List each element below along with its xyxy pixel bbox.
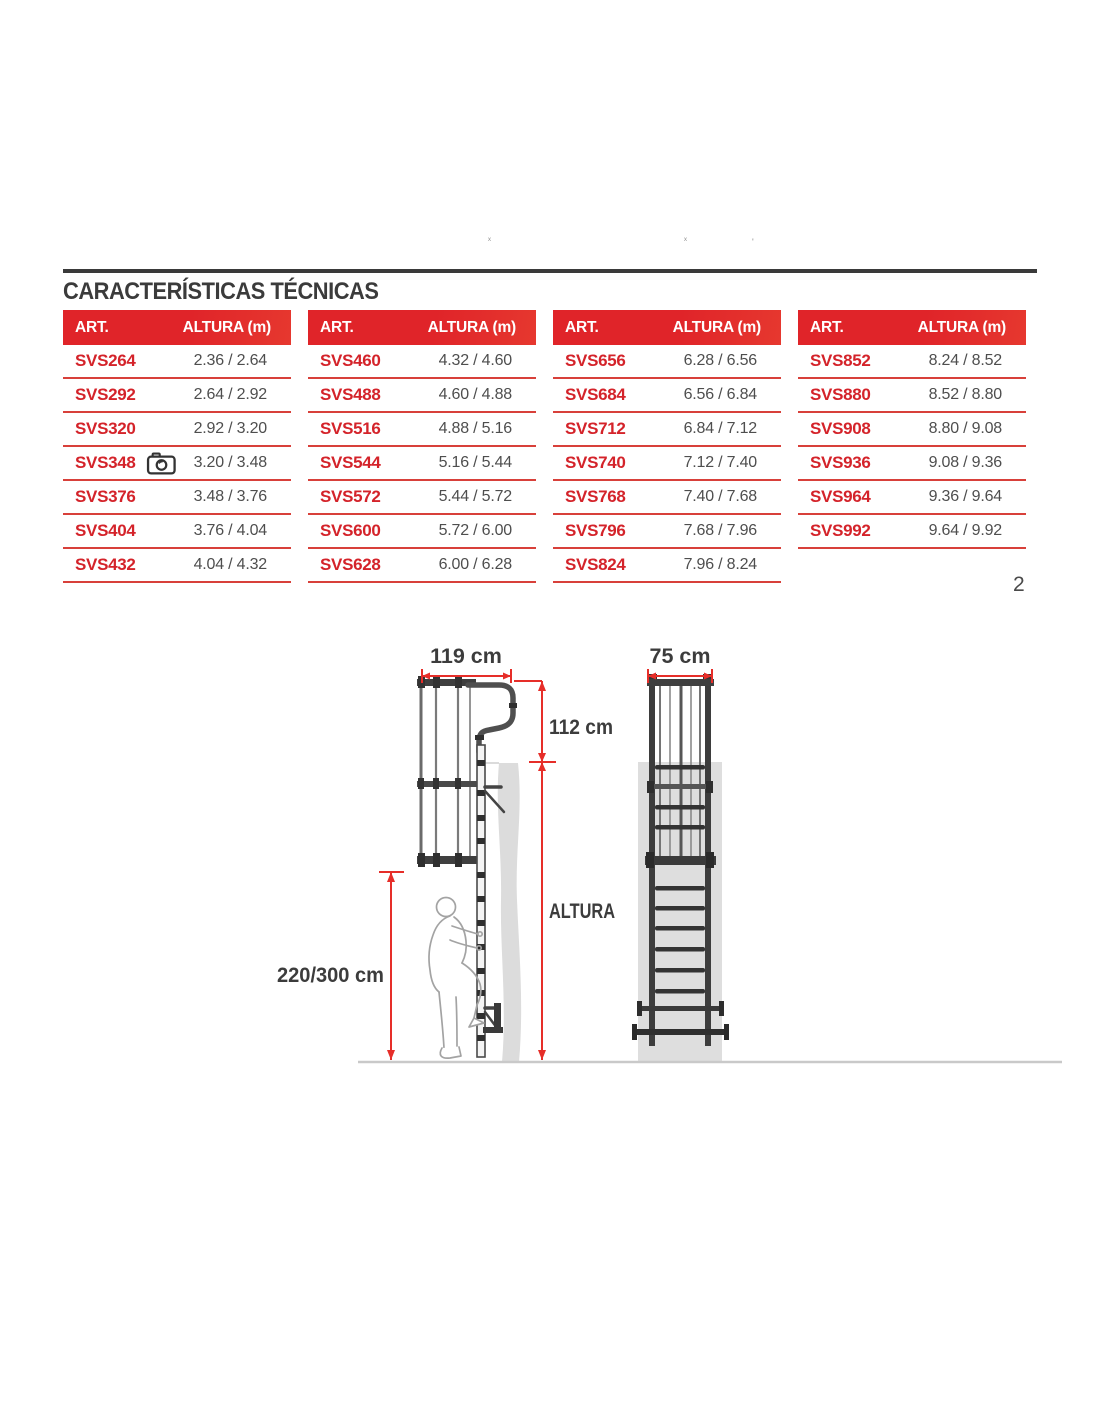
art-cell: SVS880 bbox=[810, 385, 871, 404]
table-row bbox=[308, 481, 536, 515]
table-row bbox=[553, 549, 781, 583]
altura-cell: 3.76 / 4.04 bbox=[193, 522, 267, 539]
table-row bbox=[553, 345, 781, 379]
table-row bbox=[63, 481, 291, 515]
altura-cell: 7.96 / 8.24 bbox=[683, 556, 757, 573]
page-number-fragment: 2 bbox=[1013, 573, 1025, 596]
altura-column-header: ALTURA (m) bbox=[427, 318, 516, 336]
altura-cell: 4.60 / 4.88 bbox=[438, 386, 512, 403]
table-row bbox=[308, 379, 536, 413]
dim-label-altura: ALTURA bbox=[549, 899, 615, 923]
art-cell: SVS992 bbox=[810, 521, 871, 540]
dim-label-119cm: 119 cm bbox=[430, 644, 502, 668]
altura-cell: 5.72 / 6.00 bbox=[438, 522, 512, 539]
art-cell: SVS292 bbox=[75, 385, 136, 404]
table-row bbox=[798, 481, 1026, 515]
table-row bbox=[308, 447, 536, 481]
art-column-header: ART. bbox=[810, 318, 844, 336]
art-cell: SVS768 bbox=[565, 487, 626, 506]
art-cell: SVS376 bbox=[75, 487, 136, 506]
dim-label-75cm: 75 cm bbox=[649, 644, 711, 668]
table-header bbox=[553, 310, 781, 345]
altura-cell: 5.44 / 5.72 bbox=[438, 488, 512, 505]
spec-table-4 bbox=[798, 310, 1026, 583]
table-row bbox=[308, 549, 536, 583]
stray-mark: ˣ bbox=[684, 235, 687, 245]
altura-cell: 9.64 / 9.92 bbox=[928, 522, 1002, 539]
table-row bbox=[798, 413, 1026, 447]
art-cell: SVS320 bbox=[75, 419, 136, 438]
table-row bbox=[553, 515, 781, 549]
table-row bbox=[798, 515, 1026, 549]
altura-cell: 5.16 / 5.44 bbox=[438, 454, 512, 471]
art-cell: SVS600 bbox=[320, 521, 381, 540]
art-cell: SVS544 bbox=[320, 453, 381, 472]
table-row bbox=[308, 515, 536, 549]
altura-column-header: ALTURA (m) bbox=[182, 318, 271, 336]
altura-cell: 3.20 / 3.48 bbox=[193, 454, 267, 471]
altura-cell: 6.56 / 6.84 bbox=[683, 386, 757, 403]
altura-cell: 2.92 / 3.20 bbox=[193, 420, 267, 437]
exit-handrail bbox=[468, 685, 513, 752]
art-cell: SVS712 bbox=[565, 419, 626, 438]
altura-cell: 6.84 / 7.12 bbox=[683, 420, 757, 437]
table-row bbox=[63, 413, 291, 447]
table-row bbox=[63, 345, 291, 379]
art-cell: SVS852 bbox=[810, 351, 871, 370]
dim-label-220-300cm: 220/300 cm bbox=[277, 963, 384, 987]
spec-tables bbox=[63, 310, 1026, 583]
art-cell: SVS516 bbox=[320, 419, 381, 438]
table-body bbox=[63, 345, 291, 583]
dim-label-112cm: 112 cm bbox=[549, 715, 613, 739]
art-cell: SVS796 bbox=[565, 521, 626, 540]
altura-cell: 8.52 / 8.80 bbox=[928, 386, 1002, 403]
spec-table-3 bbox=[553, 310, 781, 583]
table-body bbox=[308, 345, 536, 583]
altura-cell: 6.28 / 6.56 bbox=[683, 352, 757, 369]
altura-column-header: ALTURA (m) bbox=[672, 318, 761, 336]
art-cell: SVS628 bbox=[320, 555, 381, 574]
art-cell: SVS572 bbox=[320, 487, 381, 506]
table-row bbox=[63, 549, 291, 583]
art-cell: SVS488 bbox=[320, 385, 381, 404]
table-header bbox=[63, 310, 291, 345]
art-cell: SVS460 bbox=[320, 351, 381, 370]
altura-cell: 2.36 / 2.64 bbox=[193, 352, 267, 369]
art-cell: SVS432 bbox=[75, 555, 136, 574]
stray-mark: ˣ bbox=[488, 235, 491, 245]
altura-cell: 7.40 / 7.68 bbox=[683, 488, 757, 505]
altura-cell: 8.24 / 8.52 bbox=[928, 352, 1002, 369]
climbing-person bbox=[429, 898, 484, 1059]
table-body bbox=[553, 345, 781, 583]
spec-table-1 bbox=[63, 310, 291, 583]
table-row bbox=[553, 447, 781, 481]
altura-cell: 9.08 / 9.36 bbox=[928, 454, 1002, 471]
art-cell: SVS684 bbox=[565, 385, 626, 404]
art-column-header: ART. bbox=[565, 318, 599, 336]
altura-column-header: ALTURA (m) bbox=[917, 318, 1006, 336]
altura-cell: 3.48 / 3.76 bbox=[193, 488, 267, 505]
altura-cell: 6.00 / 6.28 bbox=[438, 556, 512, 573]
ladder-diagram bbox=[260, 636, 1070, 1086]
stray-mark: ' bbox=[752, 237, 754, 247]
altura-cell: 2.64 / 2.92 bbox=[193, 386, 267, 403]
altura-cell: 7.12 / 7.40 bbox=[683, 454, 757, 471]
table-row bbox=[798, 447, 1026, 481]
art-cell: SVS908 bbox=[810, 419, 871, 438]
table-row bbox=[553, 481, 781, 515]
altura-cell: 7.68 / 7.96 bbox=[683, 522, 757, 539]
table-row bbox=[308, 345, 536, 379]
art-cell: SVS936 bbox=[810, 453, 871, 472]
altura-cell: 8.80 / 9.08 bbox=[928, 420, 1002, 437]
table-header bbox=[798, 310, 1026, 345]
art-cell: SVS964 bbox=[810, 487, 871, 506]
altura-cell: 4.04 / 4.32 bbox=[193, 556, 267, 573]
art-cell: SVS264 bbox=[75, 351, 136, 370]
altura-cell: 4.32 / 4.60 bbox=[438, 352, 512, 369]
table-row bbox=[798, 345, 1026, 379]
altura-cell: 9.36 / 9.64 bbox=[928, 488, 1002, 505]
ladder-diagram-svg bbox=[260, 636, 1070, 1086]
art-cell: SVS656 bbox=[565, 351, 626, 370]
table-row bbox=[798, 379, 1026, 413]
table-row bbox=[63, 447, 291, 481]
art-cell: SVS740 bbox=[565, 453, 626, 472]
table-header bbox=[308, 310, 536, 345]
art-cell: SVS348 bbox=[75, 453, 136, 472]
page-title: CARACTERÍSTICAS TÉCNICAS bbox=[63, 278, 379, 305]
table-row bbox=[553, 413, 781, 447]
art-cell: SVS404 bbox=[75, 521, 136, 540]
table-row bbox=[308, 413, 536, 447]
table-row bbox=[63, 379, 291, 413]
altura-cell: 4.88 / 5.16 bbox=[438, 420, 512, 437]
section-divider bbox=[63, 269, 1037, 273]
spec-table-2 bbox=[308, 310, 536, 583]
art-cell: SVS824 bbox=[565, 555, 626, 574]
art-column-header: ART. bbox=[320, 318, 354, 336]
table-body bbox=[798, 345, 1026, 549]
art-column-header: ART. bbox=[75, 318, 109, 336]
table-row bbox=[553, 379, 781, 413]
table-row bbox=[63, 515, 291, 549]
camera-icon bbox=[146, 452, 177, 475]
